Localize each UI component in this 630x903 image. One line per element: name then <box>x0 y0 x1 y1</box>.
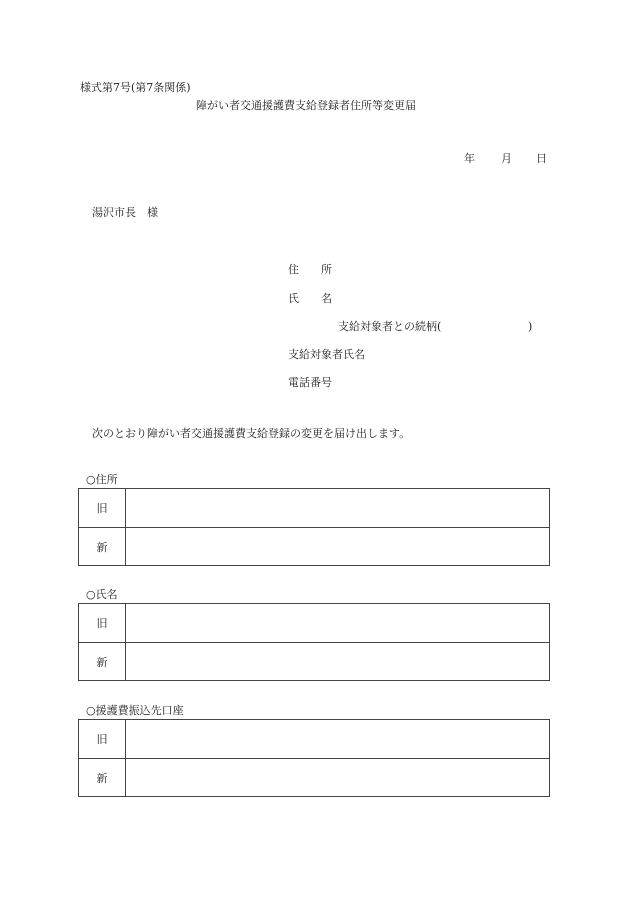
relationship-label: 支給対象者との続柄( <box>338 320 442 333</box>
date-day: 日 <box>536 152 547 165</box>
old-address-field[interactable] <box>126 489 549 527</box>
table-row-new <box>79 527 549 566</box>
name-change-table <box>78 603 550 681</box>
old-label: 旧 <box>79 604 126 642</box>
old-name-field[interactable] <box>126 604 549 642</box>
bank-account-change-table <box>78 719 550 797</box>
table-row-new <box>79 758 549 797</box>
date-year: 年 <box>464 152 475 165</box>
form-title: 障がい者交通援護費支給登録者住所等変更届 <box>196 99 416 112</box>
section-heading-address: ○住所 <box>86 473 118 486</box>
date-month: 月 <box>501 152 512 165</box>
relationship-close-paren: ) <box>528 320 533 333</box>
new-label: 新 <box>79 528 126 566</box>
addressee: 湯沢市長 様 <box>92 206 158 219</box>
new-label: 新 <box>79 643 126 681</box>
section-heading-name: ○氏名 <box>86 588 118 601</box>
old-label: 旧 <box>79 720 126 758</box>
target-name-label: 支給対象者氏名 <box>288 348 365 361</box>
address-change-table <box>78 488 550 566</box>
new-name-field[interactable] <box>126 643 549 681</box>
old-label: 旧 <box>79 489 126 527</box>
table-row-new <box>79 642 549 681</box>
new-account-field[interactable] <box>126 759 549 797</box>
section-heading-bank-account: ○援護費振込先口座 <box>86 704 184 717</box>
name-label: 氏 名 <box>288 292 332 305</box>
statement-text: 次のとおり障がい者交通援護費支給登録の変更を届け出します。 <box>92 427 411 440</box>
table-row-old <box>79 489 549 527</box>
table-row-old <box>79 720 549 758</box>
new-address-field[interactable] <box>126 528 549 566</box>
table-row-old <box>79 604 549 642</box>
old-account-field[interactable] <box>126 720 549 758</box>
address-label: 住 所 <box>288 263 332 276</box>
phone-label: 電話番号 <box>288 376 332 389</box>
form-number: 様式第7号(第7条関係) <box>80 81 191 94</box>
new-label: 新 <box>79 759 126 797</box>
